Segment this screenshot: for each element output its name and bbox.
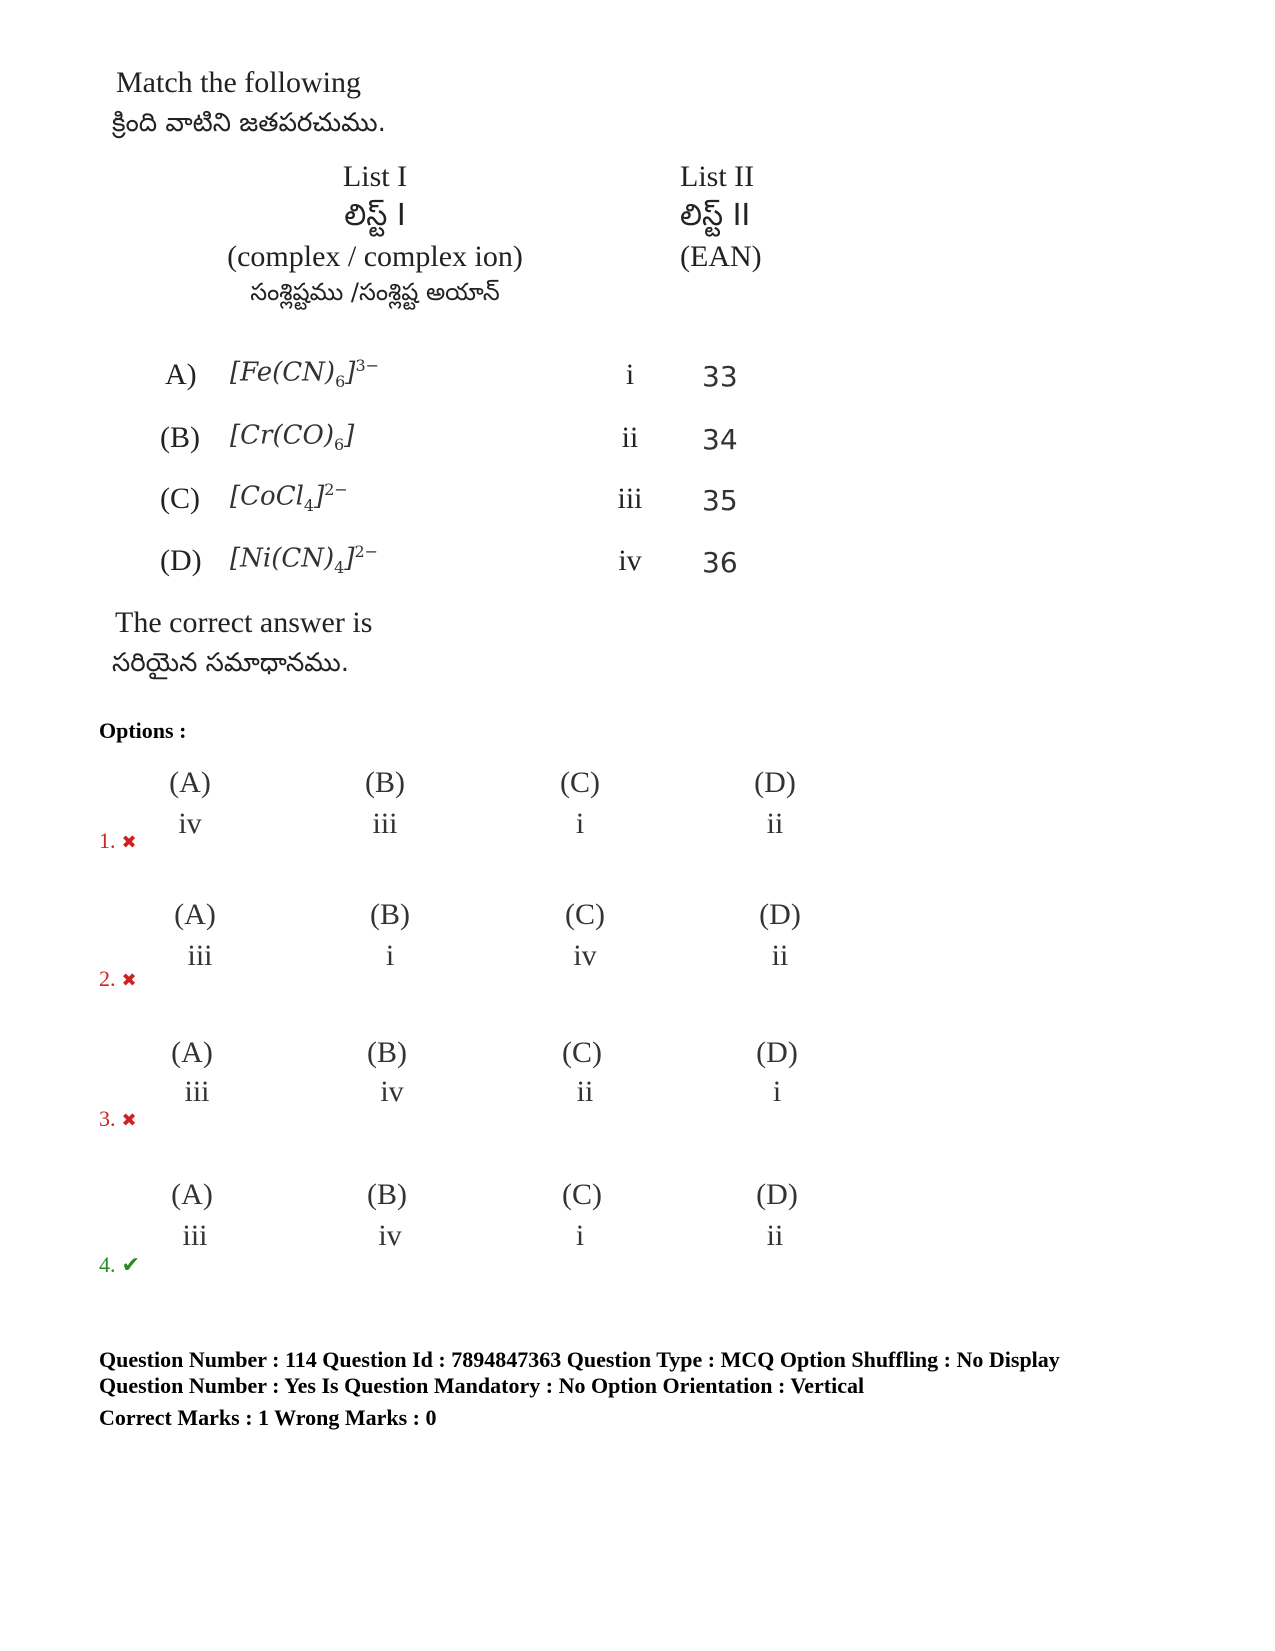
complex-formula: $[Ni(CN)_4]^{2-}$ <box>230 542 379 577</box>
option-header: (D) <box>754 766 796 799</box>
option-header: (C) <box>560 766 600 799</box>
option-value: i <box>575 807 585 840</box>
list1-heading: List I <box>342 160 408 193</box>
option-value: iv <box>573 939 597 972</box>
option-value: i <box>575 1219 585 1252</box>
option-value: ii <box>771 939 789 972</box>
option-header: (D) <box>756 1036 798 1069</box>
complex-formula: $[Cr(CO)_6]$ <box>230 420 355 454</box>
complex-formula: $[Fe(CN)_6]^{3-}$ <box>230 356 380 391</box>
row-label: (C) <box>160 482 200 515</box>
option-header: (C) <box>562 1178 602 1211</box>
complex-formula: [CoCl$_4$]$^{2-}$ <box>230 480 348 515</box>
option-value: iii <box>182 1219 208 1252</box>
option-header: (B) <box>370 898 410 931</box>
option-value: ii <box>766 807 784 840</box>
option-value: iii <box>184 1075 210 1108</box>
cross-icon: ✖ <box>121 970 137 991</box>
option-header: (B) <box>365 766 405 799</box>
question-title: Match the following <box>116 66 361 99</box>
option-number: 1. ✖ <box>99 828 137 853</box>
roman-numeral: iii <box>617 482 643 515</box>
row-label: (B) <box>160 421 200 454</box>
list1-subheading: (complex / complex ion) <box>227 240 523 273</box>
option-header: (D) <box>756 1178 798 1211</box>
list1-heading-telugu: లిస్ట్ I <box>344 198 406 233</box>
cross-icon: ✖ <box>121 832 137 853</box>
option-header: (C) <box>565 898 605 931</box>
option-header: (A) <box>174 898 216 931</box>
row-label: (D) <box>160 544 202 577</box>
option-value: iv <box>378 1219 402 1252</box>
list2-heading-telugu: లిస్ట్ II <box>680 198 751 233</box>
option-value: i <box>772 1075 782 1108</box>
ean-value: 36 <box>702 546 738 579</box>
roman-numeral: i <box>625 358 635 391</box>
roman-numeral: iv <box>618 544 642 577</box>
cross-icon: ✖ <box>121 1110 137 1131</box>
question-meta-line2: Question Number : Yes Is Question Mandatory : No Option Orientation : Vertical <box>99 1373 865 1398</box>
options-title: Options : <box>99 718 187 743</box>
list1-subheading-telugu: సంశ్లిష్టము /సంశ్లిష్ట అయాన్ <box>250 278 500 306</box>
option-header: (B) <box>367 1036 407 1069</box>
option-header: (B) <box>367 1178 407 1211</box>
roman-numeral: ii <box>621 421 639 454</box>
answer-prompt: The correct answer is <box>115 606 373 639</box>
option-number: 4. ✔ <box>99 1252 140 1278</box>
row-label: A) <box>165 358 197 391</box>
question-title-telugu: క్రింది వాటిని జతపరచుము. <box>112 108 386 138</box>
option-header: (A) <box>171 1178 213 1211</box>
option-header: (C) <box>562 1036 602 1069</box>
ean-value: 34 <box>702 423 738 456</box>
list2-heading: List II <box>680 160 755 193</box>
option-number: 3. ✖ <box>99 1106 137 1131</box>
option-header: (D) <box>759 898 801 931</box>
list2-subheading: (EAN) <box>680 240 762 273</box>
option-value: i <box>385 939 395 972</box>
answer-prompt-telugu: సరియైన సమాధానము. <box>112 648 349 678</box>
question-marks: Correct Marks : 1 Wrong Marks : 0 <box>99 1405 437 1430</box>
option-number: 2. ✖ <box>99 966 137 991</box>
option-header: (A) <box>169 766 211 799</box>
option-value: iv <box>380 1075 404 1108</box>
option-header: (A) <box>171 1036 213 1069</box>
option-value: iii <box>187 939 213 972</box>
option-value: iv <box>178 807 202 840</box>
option-value: iii <box>372 807 398 840</box>
check-icon: ✔ <box>121 1253 140 1278</box>
ean-value: 35 <box>702 484 738 517</box>
question-meta-line1: Question Number : 114 Question Id : 7894847363 Question Type : MCQ Option Shuffling : No Display <box>99 1347 1060 1372</box>
option-value: ii <box>576 1075 594 1108</box>
option-value: ii <box>766 1219 784 1252</box>
ean-value: 33 <box>702 360 738 393</box>
